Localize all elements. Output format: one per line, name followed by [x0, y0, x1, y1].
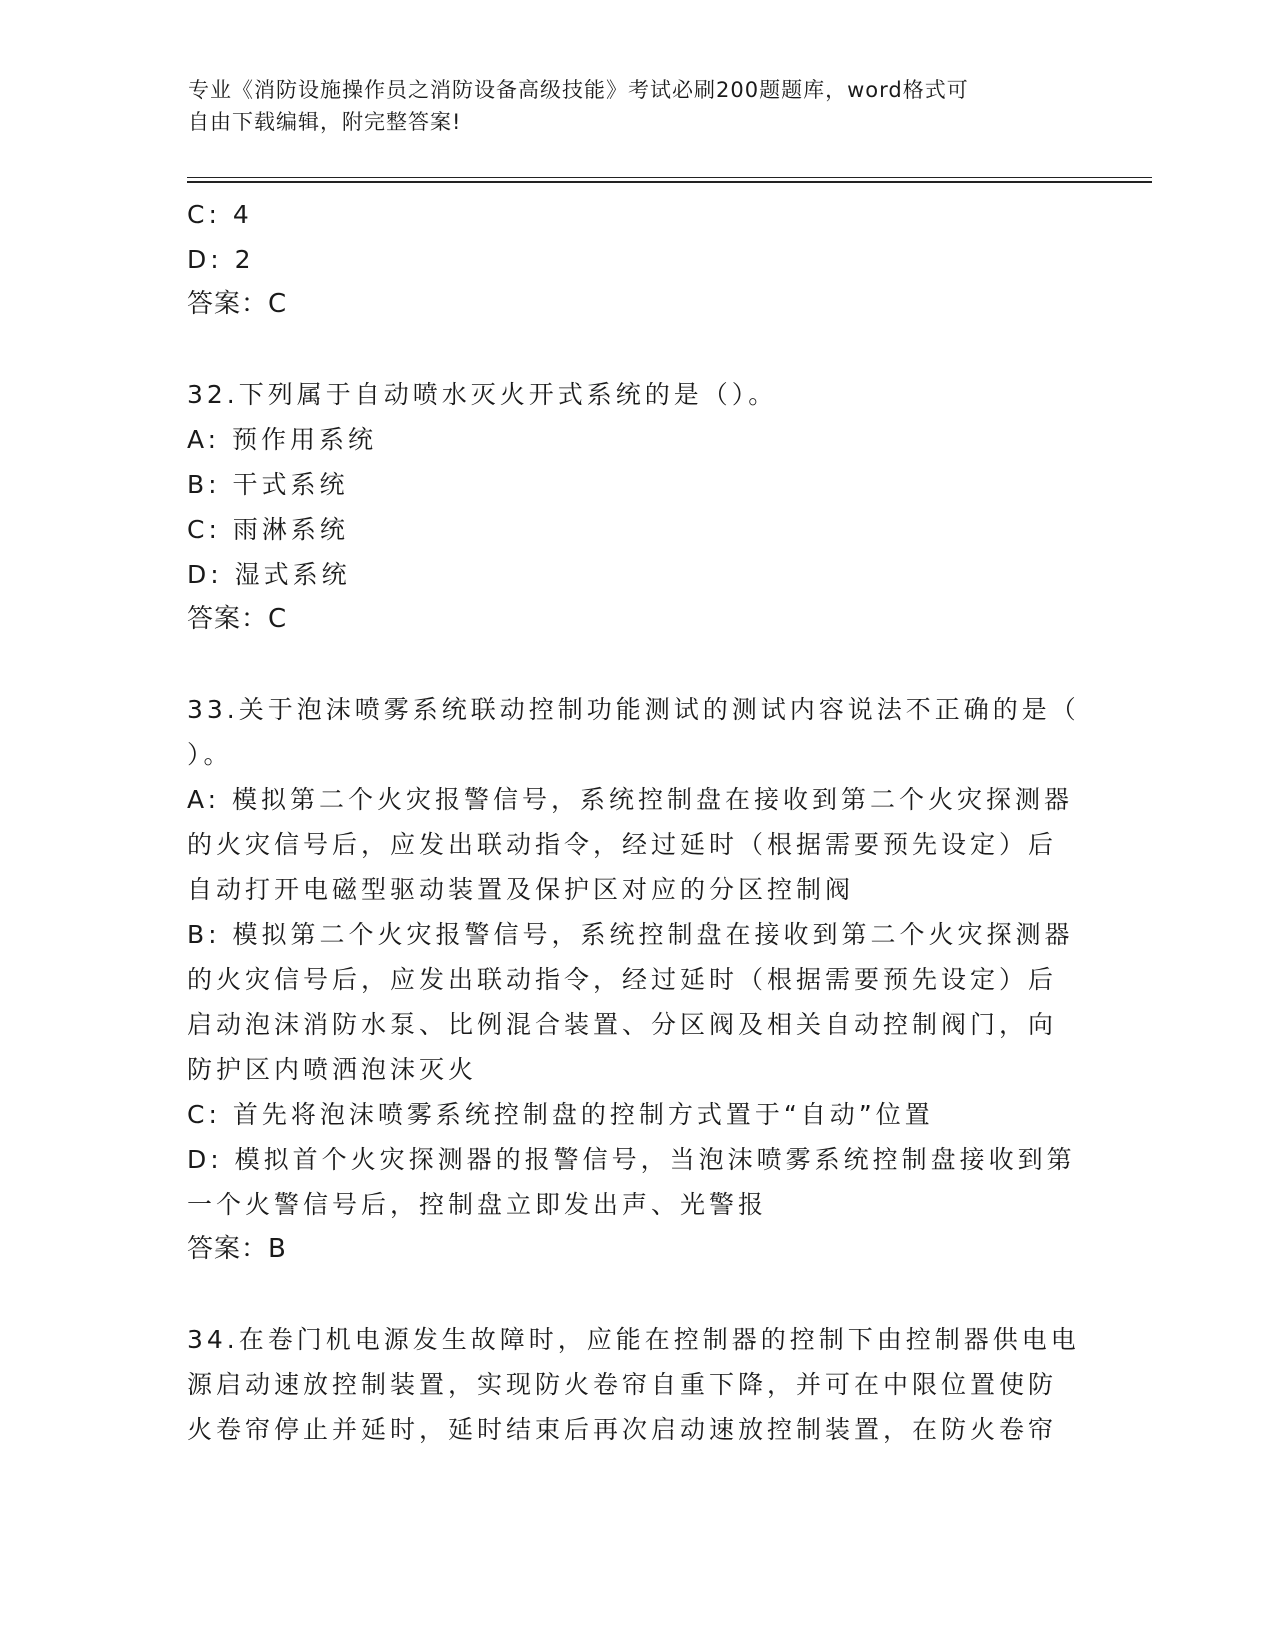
option-a-line-2: 的火灾信号后，应发出联动指令，经过延时（根据需要预先设定）后 — [187, 830, 1058, 859]
header-line-2: 自由下载编辑，附完整答案! — [188, 110, 462, 134]
answer-label: 答案：C — [187, 604, 288, 634]
header-divider-thin — [187, 177, 1152, 178]
option-a-line-3: 自动打开电磁型驱动装置及保护区对应的分区控制阀 — [187, 875, 855, 904]
question-33 — [187, 687, 1087, 1272]
spacer — [187, 642, 1087, 687]
question-stem-line-3: 火卷帘停止并延时，延时结束后再次启动速放控制装置，在防火卷帘 — [187, 1415, 1058, 1444]
option-b-line-3: 启动泡沫消防水泵、比例混合装置、分区阀及相关自动控制阀门，向 — [187, 1010, 1058, 1039]
option-d: D: 2 — [187, 245, 255, 274]
option-d-line-1: D: 模拟首个火灾探测器的报警信号，当泡沫喷雾系统控制盘接收到第 — [187, 1145, 1076, 1174]
answer-label: 答案：C — [187, 289, 288, 319]
option-b-line-2: 的火灾信号后，应发出联动指令，经过延时（根据需要预先设定）后 — [187, 965, 1058, 994]
question-stem-line-2: 源启动速放控制装置，实现防火卷帘自重下降，并可在中限位置使防 — [187, 1370, 1058, 1399]
option-a: A: 预作用系统 — [187, 425, 378, 454]
answer-label: 答案：B — [187, 1234, 287, 1264]
option-c: C: 4 — [187, 200, 253, 229]
header-line-1: 专业《消防设施操作员之消防设备高级技能》考试必刷200题题库，word格式可 — [188, 78, 969, 102]
option-c-line-1: C: 首先将泡沫喷雾系统控制盘的控制方式置于“自动”位置 — [187, 1100, 934, 1129]
option-b-line-1: B: 模拟第二个火灾报警信号，系统控制盘在接收到第二个火灾探测器 — [187, 920, 1074, 949]
question-stem-line-2: ）。 — [187, 740, 233, 769]
option-b: B: 干式系统 — [187, 470, 349, 499]
header-divider-thick — [187, 181, 1152, 183]
option-a-line-1: A: 模拟第二个火灾报警信号，系统控制盘在接收到第二个火灾探测器 — [187, 785, 1074, 814]
spacer — [187, 1272, 1087, 1317]
question-31-tail — [187, 192, 1087, 327]
question-stem-line-1: 33.关于泡沫喷雾系统联动控制功能测试的测试内容说法不正确的是（ — [187, 695, 1080, 724]
option-d-line-2: 一个火警信号后，控制盘立即发出声、光警报 — [187, 1190, 768, 1219]
question-content — [187, 192, 1087, 1452]
option-c: C: 雨淋系统 — [187, 515, 349, 544]
option-d: D: 湿式系统 — [187, 560, 351, 589]
page-header — [188, 74, 1068, 138]
question-34 — [187, 1317, 1087, 1452]
question-32 — [187, 372, 1087, 642]
question-stem-line-1: 34.在卷门机电源发生故障时，应能在控制器的控制下由控制器供电电 — [187, 1325, 1080, 1354]
spacer — [187, 327, 1087, 372]
option-b-line-4: 防护区内喷洒泡沫灭火 — [187, 1055, 478, 1084]
question-stem: 32.下列属于自动喷水灭火开式系统的是（）。 — [187, 380, 778, 409]
